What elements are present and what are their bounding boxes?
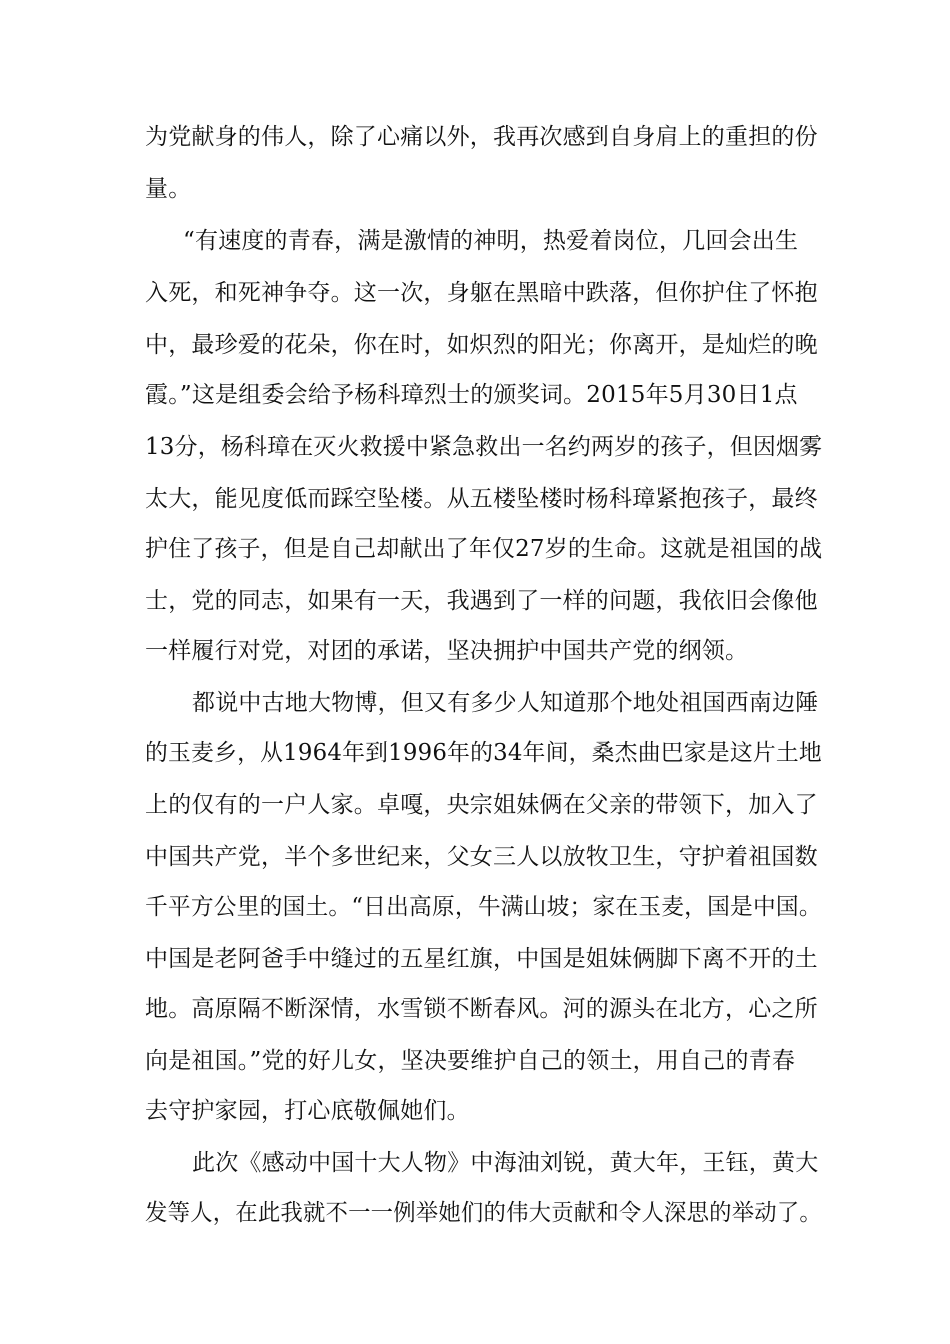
text-line: “有速度的青春，满是激情的神明，热爱着岗位，几回会出生 [183,228,799,254]
text-line: 霞。”这是组委会给予杨科璋烈士的颁奖词。2015年5月30日1点 [145,382,798,408]
text-line: 护住了孩子，但是自己却献出了年仅27岁的生命。这就是祖国的战 [145,536,823,562]
text-line: 太大，能见度低而踩空坠楼。从五楼坠楼时杨科璋紧抱孩子，最终 [145,486,818,512]
text-line: 中国是老阿爸手中缝过的五星红旗，中国是姐妹俩脚下离不开的土 [145,946,818,972]
text-line: 都说中古地大物博，但又有多少人知道那个地处祖国西南边陲 [192,690,819,716]
text-line: 士，党的同志，如果有一天，我遇到了一样的问题，我依旧会像他 [145,588,818,614]
text-line: 向是祖国。”党的好儿女，坚决要维护自己的领土，用自己的青春 [145,1048,796,1074]
text-line: 一样履行对党，对团的承诺，坚决拥护中国共产党的纲领。 [145,638,749,664]
text-line: 上的仅有的一户人家。卓嘎，央宗姐妹俩在父亲的带领下，加入了 [145,792,818,818]
text-line: 此次《感动中国十大人物》中海油刘锐，黄大年，王钰，黄大 [192,1150,819,1176]
text-line: 发等人，在此我就不一一例举她们的伟大贡献和令人深思的举动了。 [145,1200,822,1226]
text-line: 中，最珍爱的花朵，你在时，如炽烈的阳光；你离开，是灿烂的晚 [145,332,818,358]
text-line: 量。 [145,176,192,202]
text-line: 13分，杨科璋在灭火救援中紧急救出一名约两岁的孩子，但因烟雾 [145,434,823,460]
text-line: 中国共产党，半个多世纪来，父女三人以放牧卫生，守护着祖国数 [145,844,818,870]
text-line: 为党献身的伟人，除了心痛以外，我再次感到自身肩上的重担的份 [145,124,818,150]
text-line: 地。高原隔不断深情，水雪锁不断春风。河的源头在北方，心之所 [145,996,818,1022]
text-line: 千平方公里的国土。“日出高原，牛满山坡；家在玉麦，国是中国。 [145,894,822,920]
text-line: 入死，和死神争夺。这一次，身躯在黑暗中跌落，但你护住了怀抱 [145,280,818,306]
text-line: 的玉麦乡，从1964年到1996年的34年间，桑杰曲巴家是这片土地 [145,740,822,766]
text-line: 去守护家园，打心底敬佩她们。 [145,1098,470,1124]
